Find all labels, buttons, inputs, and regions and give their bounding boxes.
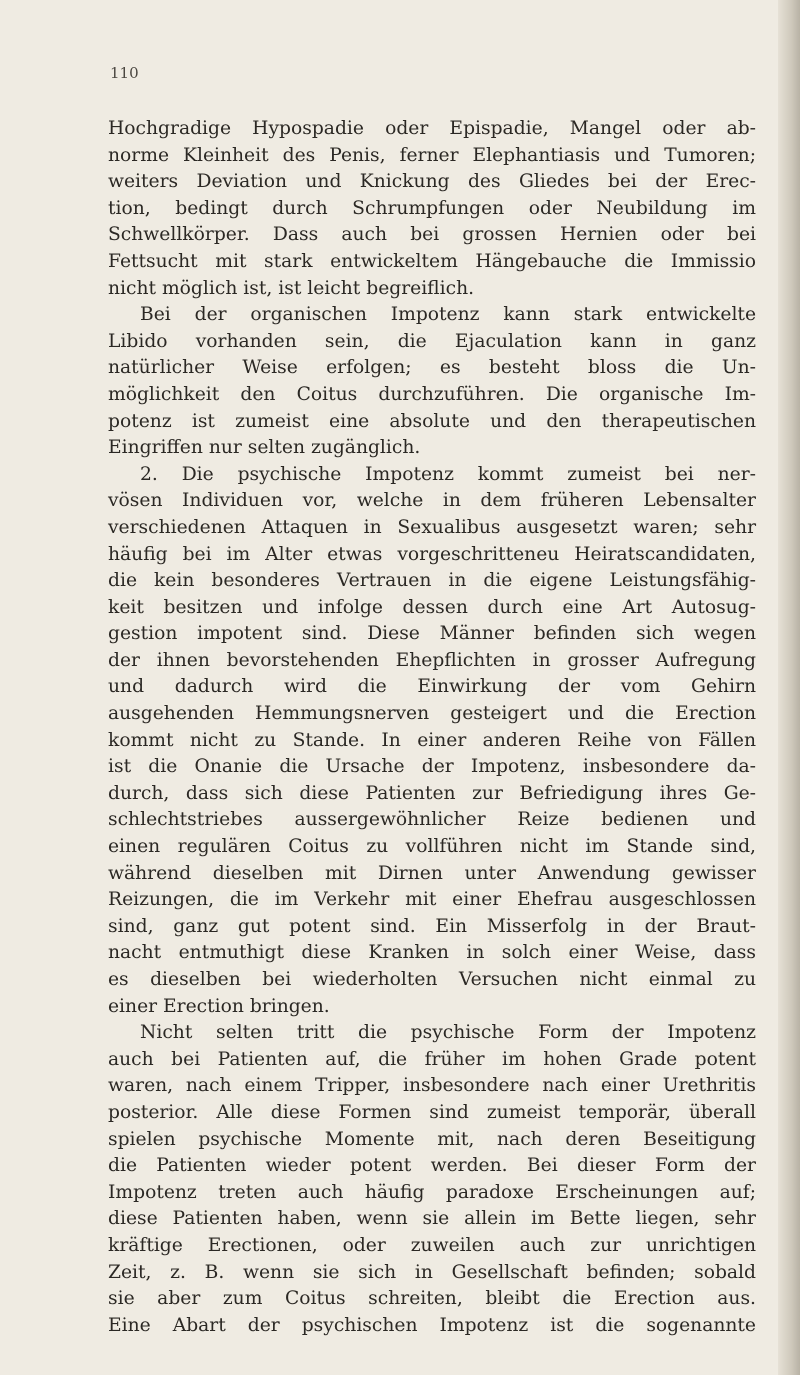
text-line: möglichkeit den Coitus durchzuführen. Die organische Im- [108, 383, 756, 405]
text-line: Fettsucht mit stark entwickeltem Hängebauche die Immissio [108, 250, 756, 272]
text-line: Schwellkörper. Dass auch bei grossen Hernien oder bei [108, 224, 756, 246]
text-line: Zeit, z. B. wenn sie sich in Gesellschaft befinden; sobald [108, 1261, 756, 1283]
text-line: posterior. Alle diese Formen sind zumeist temporär, überall [108, 1101, 756, 1123]
text-line: Reizungen, die im Verkehr mit einer Ehefrau ausgeschlossen [108, 889, 756, 911]
text-line: Hochgradige Hypospadie oder Epispadie, Mangel oder ab- [108, 118, 756, 139]
text-line: kräftige Erectionen, oder zuweilen auch zur unrichtigen [108, 1234, 756, 1256]
text-line: 2. Die psychische Impotenz kommt zumeist bei ner- [140, 463, 756, 485]
text-line: durch, dass sich diese Patienten zur Befriedigung ihres Ge- [108, 782, 756, 804]
text-line: norme Kleinheit des Penis, ferner Elephantiasis und Tumoren; [108, 144, 756, 166]
text-line: nicht möglich ist, ist leicht begreiflich. [108, 277, 475, 299]
text-line: Impotenz treten auch häufig paradoxe Erscheinungen auf; [108, 1181, 756, 1203]
text-line: häufig bei im Alter etwas vorgeschritteneu Heiratscandidaten, [108, 543, 756, 565]
page-number: 110 [110, 64, 139, 82]
text-line: kommt nicht zu Stande. In einer anderen Reihe von Fällen [108, 729, 756, 751]
text-line: vösen Individuen vor, welche in dem früheren Lebensalter [108, 490, 756, 512]
text-line: tion, bedingt durch Schrumpfungen oder Neubildung im [108, 197, 756, 219]
text-line: Nicht selten tritt die psychische Form der Impotenz [140, 1022, 756, 1044]
text-line: waren, nach einem Tripper, insbesondere nach einer Urethritis [108, 1075, 756, 1097]
text-line: der ihnen bevorstehenden Ehepflichten in grosser Aufregung [108, 649, 756, 671]
text-line: ist die Onanie die Ursache der Impotenz, insbesondere da- [108, 756, 756, 778]
text-line: nacht entmuthigt diese Kranken in solch einer Weise, dass [108, 942, 756, 964]
text-line: weiters Deviation und Knickung des Gliedes bei der Erec- [108, 171, 756, 193]
text-line: verschiedenen Attaquen in Sexualibus ausgesetzt waren; sehr [108, 516, 756, 538]
text-line: und dadurch wird die Einwirkung der vom Gehirn [108, 676, 756, 698]
text-line: sind, ganz gut potent sind. Ein Misserfolg in der Braut- [108, 915, 756, 937]
text-line: keit besitzen und infolge dessen durch eine Art Autosug- [108, 596, 756, 618]
text-line: natürlicher Weise erfolgen; es besteht bloss die Un- [108, 357, 756, 379]
text-line: es dieselben bei wiederholten Versuchen nicht einmal zu [108, 969, 756, 990]
text-line: Eine Abart der psychischen Impotenz ist die sogenannte [108, 1314, 756, 1336]
text-line: diese Patienten haben, wenn sie allein im Bette liegen, sehr [108, 1208, 756, 1230]
text-line: Eingriffen nur selten zugänglich. [108, 437, 421, 459]
body-text [108, 116, 756, 1339]
text-line: potenz ist zumeist eine absolute und den therapeutischen [108, 410, 756, 432]
text-line: Bei der organischen Impotenz kann stark entwickelte [140, 304, 756, 326]
text-line: sie aber zum Coitus schreiten, bleibt die Erection aus. [108, 1288, 756, 1310]
text-line: ausgehenden Hemmungsnerven gesteigert und die Erection [108, 703, 756, 725]
text-line: spielen psychische Momente mit, nach deren Beseitigung [108, 1128, 756, 1150]
text-line: einer Erection bringen. [108, 995, 330, 1017]
page-edge-shadow [778, 0, 800, 1375]
text-line: die Patienten wieder potent werden. Bei dieser Form der [108, 1155, 756, 1177]
text-line: die kein besonderes Vertrauen in die eigene Leistungsfähig- [108, 570, 756, 592]
text-line: einen regulären Coitus zu vollführen nicht im Stande sind, [108, 836, 756, 858]
text-line: Libido vorhanden sein, die Ejaculation kann in ganz [108, 330, 756, 352]
text-line: während dieselben mit Dirnen unter Anwendung gewisser [108, 862, 756, 884]
text-line: schlechtstriebes aussergewöhnlicher Reize bedienen und [108, 809, 756, 831]
text-line: auch bei Patienten auf, die früher im hohen Grade potent [108, 1048, 756, 1070]
text-line: gestion impotent sind. Diese Männer befinden sich wegen [108, 623, 756, 645]
